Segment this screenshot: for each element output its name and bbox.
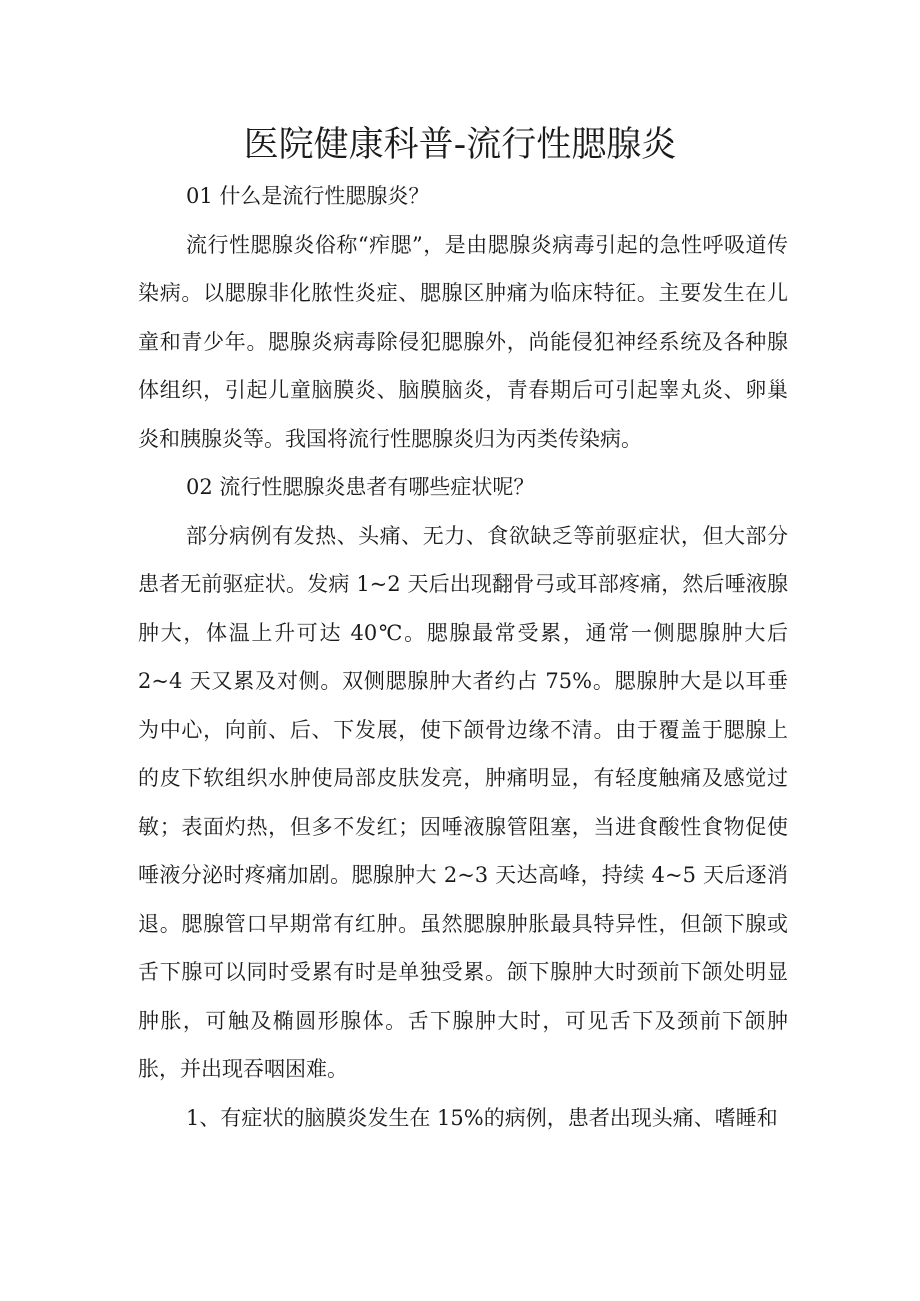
section-heading-02: 02 流行性腮腺炎患者有哪些症状呢？ xyxy=(186,475,535,499)
section-heading-01: 01 什么是流行性腮腺炎？ xyxy=(186,184,430,208)
paragraph-definition: 流行性腮腺炎俗称“痄腮”，是由腮腺炎病毒引起的急性呼吸道传染病。以腮腺非化脓性炎症、腮腺区肿痛为临床特征。主要发生在儿童和青少年。腮腺炎病毒除侵犯腮腺外，尚能侵犯神经系统及各种腺体组织，引起儿童脑膜炎、脑膜脑炎，青春期后可引起睾丸炎、卵巢炎和胰腺炎等。我国将流行性腮腺炎归为丙类传染病。 xyxy=(138,232,788,451)
paragraph-symptoms: 部分病例有发热、头痛、无力、食欲缺乏等前驱症状，但大部分患者无前驱症状。发病 1~2 天后出现翻骨弓或耳部疼痛，然后唾液腺肿大，体温上升可达 40℃。腮腺最常受累，通常一侧腮腺肿大后 2~4 天又累及对侧。双侧腮腺肿大者约占 75%。腮腺肿大是以耳垂为中心，向前、后、下发展，使下颌骨边缘不清。由于覆盖于腮腺上的皮下软组织水肿使局部皮肤发亮，肿痛明显，有轻度触痛及感觉过敏；表面灼热，但多不发红；因唾液腺管阻塞，当进食酸性食物促使唾液分泌时疼痛加剧。腮腺肿大 2~3 天达高峰，持续 4~5 天后逐消退。腮腺管口早期常有红肿。虽然腮腺肿胀最具特异性，但颌下腺或舌下腺可以同时受累有时是单独受累。颌下腺肿大时颈前下颌处明显肿胀，可触及椭圆形腺体。舌下腺肿大时，可见舌下及颈前下颌肿胀，并出现吞咽困难。 xyxy=(138,523,788,1081)
document-title: 医院健康科普-流行性腮腺炎 xyxy=(243,125,677,165)
paragraph-meningitis: 1、有症状的脑膜炎发生在 15%的病例，患者出现头痛、嗜睡和 xyxy=(186,1105,778,1130)
document-body xyxy=(138,172,788,1142)
